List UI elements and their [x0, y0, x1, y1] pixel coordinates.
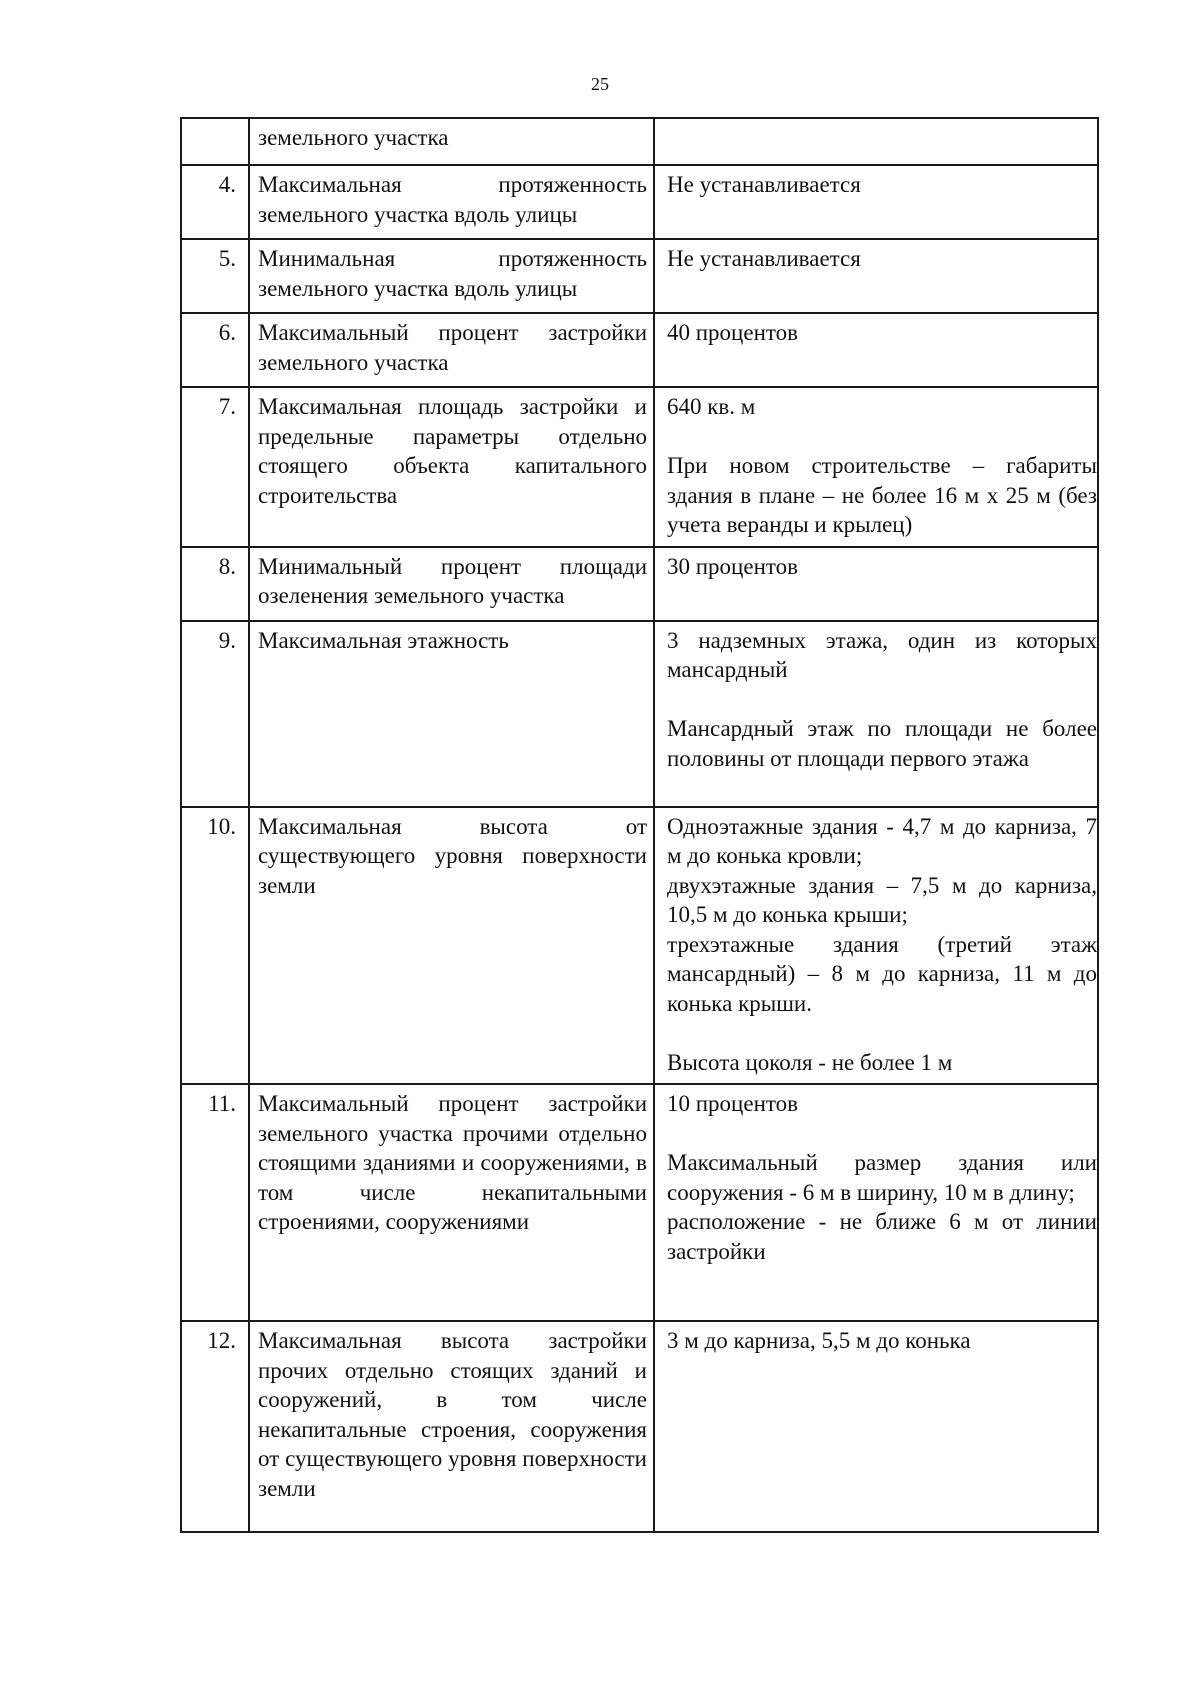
row-number: 7. — [181, 387, 249, 547]
table-row — [181, 547, 1098, 621]
parameters-table — [180, 117, 1099, 1533]
table-row — [181, 313, 1098, 387]
value-text — [667, 1148, 1097, 1266]
page-number: 25 — [591, 74, 609, 94]
row-number: 12. — [181, 1321, 249, 1532]
value-text: При новом строительстве – габариты здания в плане – не более 16 м х 25 м (без учета веранды и крылец) — [667, 453, 1097, 537]
value-text — [667, 812, 1097, 1019]
table-row — [181, 118, 1098, 165]
row-number — [181, 118, 249, 165]
parameter-value — [654, 547, 1098, 621]
parameter-name: Максимальный процент застройки земельного участка прочими отдельно стоящими зданиями и сооружениями, в том числе некапитальными строениями, сооружениями — [249, 1084, 654, 1321]
value-line: Максимальный размер здания или сооружения - 6 м в ширину, 10 м в длину; — [667, 1150, 1097, 1205]
value-text: Высота цоколя - не более 1 м — [667, 1049, 953, 1075]
table-row — [181, 807, 1098, 1085]
parameter-value — [654, 387, 1098, 547]
table-row — [181, 239, 1098, 313]
value-line: Одноэтажные здания - 4,7 м до карниза, 7 м до конька кровли; — [667, 813, 1097, 868]
parameter-value — [654, 313, 1098, 387]
row-number: 11. — [181, 1084, 249, 1321]
row-number: 10. — [181, 807, 249, 1085]
row-number: 6. — [181, 313, 249, 387]
parameter-name: Максимальная протяженность земельного участка вдоль улицы — [249, 165, 654, 239]
parameter-value — [654, 165, 1098, 239]
table-row — [181, 1084, 1098, 1321]
parameter-value — [654, 807, 1098, 1085]
parameter-value — [654, 621, 1098, 807]
row-number: 8. — [181, 547, 249, 621]
table-row — [181, 165, 1098, 239]
parameter-value — [654, 1084, 1098, 1321]
parameter-name: Максимальная высота от существующего уровня поверхности земли — [249, 807, 654, 1085]
value-text: 10 процентов — [667, 1091, 798, 1116]
parameter-name: земельного участка — [249, 118, 654, 165]
table-row — [181, 1321, 1098, 1532]
parameter-name: Максимальная этажность — [249, 621, 654, 807]
value-text: Не устанавливается — [667, 246, 861, 271]
value-line: двухэтажные здания – 7,5 м до карниза, 10,5 м до конька крыши; — [667, 872, 1097, 927]
value-text: Мансардный этаж по площади не более половины от площади первого этажа — [667, 716, 1097, 771]
value-text: Не устанавливается — [667, 172, 861, 197]
value-text: 30 процентов — [667, 553, 798, 579]
row-number: 9. — [181, 621, 249, 807]
table-row — [181, 387, 1098, 547]
table-row — [181, 621, 1098, 807]
parameter-value — [654, 1321, 1098, 1532]
row-number: 5. — [181, 239, 249, 313]
value-text: 3 надземных этажа, один из которых мансардный — [667, 627, 1097, 682]
value-line: трехэтажные здания (третий этаж мансардный) – 8 м до карниза, 11 м до конька крыши. — [667, 931, 1097, 1016]
value-text: 40 процентов — [667, 320, 798, 345]
value-text: 3 м до карниза, 5,5 м до конька — [667, 1328, 971, 1353]
parameter-value — [654, 239, 1098, 313]
value-line: расположение - не ближе 6 м от линии застройки — [667, 1209, 1097, 1264]
parameter-name: Максимальная площадь застройки и предельные параметры отдельно стоящего объекта капитального строительства — [249, 387, 654, 547]
parameter-value — [654, 118, 1098, 165]
parameter-name: Максимальный процент застройки земельного участка — [249, 313, 654, 387]
parameter-name: Минимальная протяженность земельного участка вдоль улицы — [249, 239, 654, 313]
parameter-name: Минимальный процент площади озеленения земельного участка — [249, 547, 654, 621]
value-text: 640 кв. м — [667, 394, 756, 419]
parameter-name: Максимальная высота застройки прочих отдельно стоящих зданий и сооружений, в том числе некапитальные строения, сооружения от существующего уровня поверхности земли — [249, 1321, 654, 1532]
row-number: 4. — [181, 165, 249, 239]
